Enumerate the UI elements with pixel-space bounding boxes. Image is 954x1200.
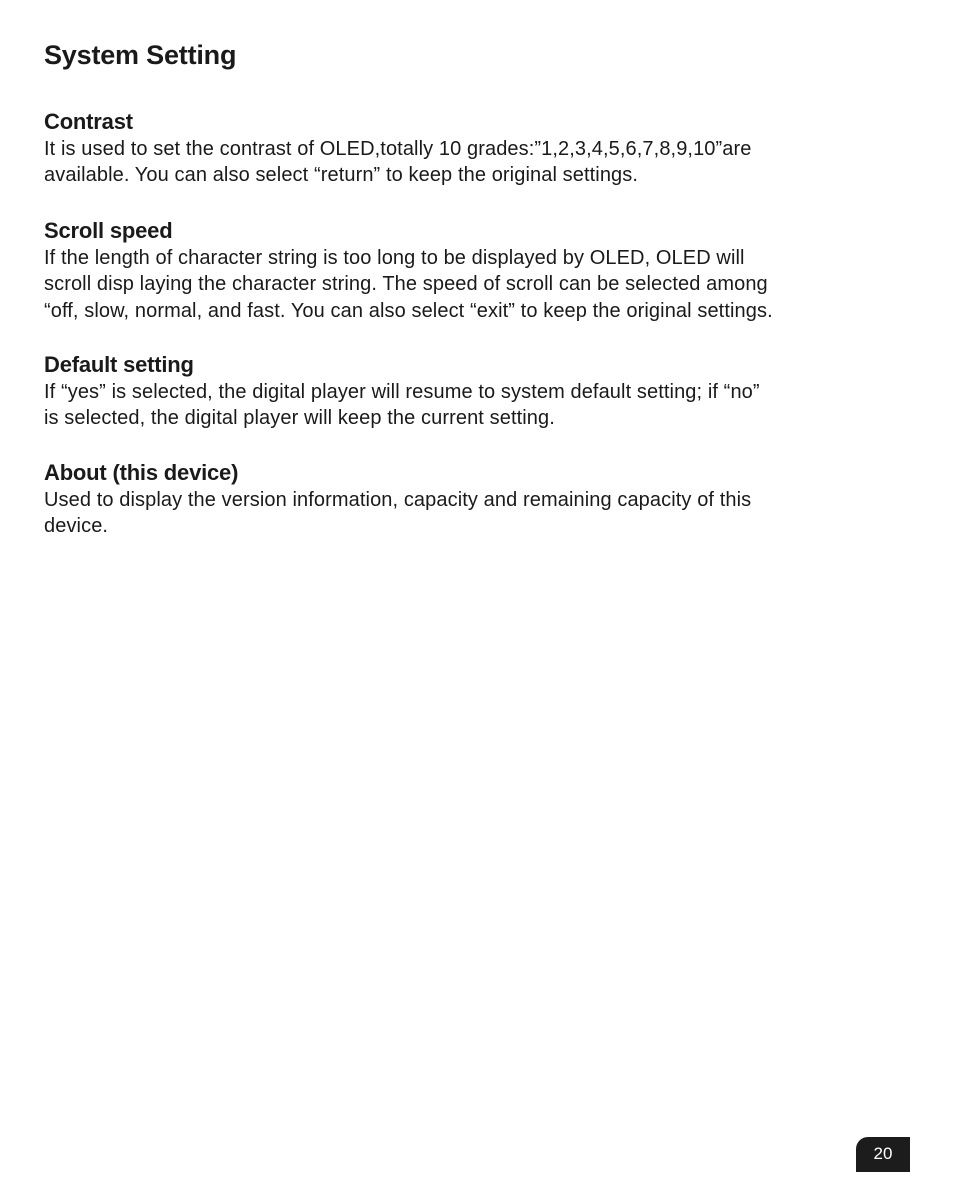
section-body: If “yes” is selected, the digital player will resume to system default setting; if “no” is selected, the digital player will keep the current setting.: [44, 381, 760, 430]
section-heading: About (this device): [44, 460, 239, 485]
page-number-badge: 20: [856, 1137, 910, 1172]
section-about-device: [44, 459, 924, 540]
section-scroll-speed: [44, 217, 924, 324]
section-heading: Contrast: [44, 109, 133, 134]
section-body: It is used to set the contrast of OLED,totally 10 grades:”1,2,3,4,5,6,7,8,9,10”are available. You can also select “return” to keep the original settings.: [44, 138, 752, 187]
section-default-setting: [44, 351, 924, 432]
section-heading: Default setting: [44, 352, 194, 377]
page-title: System Setting: [44, 40, 237, 70]
section-contrast: [44, 108, 924, 189]
section-body: If the length of character string is too long to be displayed by OLED, OLED will scroll disp laying the character string. The speed of scroll can be selected among “off, slow, normal, and fast. You can also select “exit” to keep the original settings.: [44, 247, 773, 322]
section-body: Used to display the version information, capacity and remaining capacity of this device.: [44, 489, 752, 538]
section-heading: Scroll speed: [44, 218, 173, 243]
